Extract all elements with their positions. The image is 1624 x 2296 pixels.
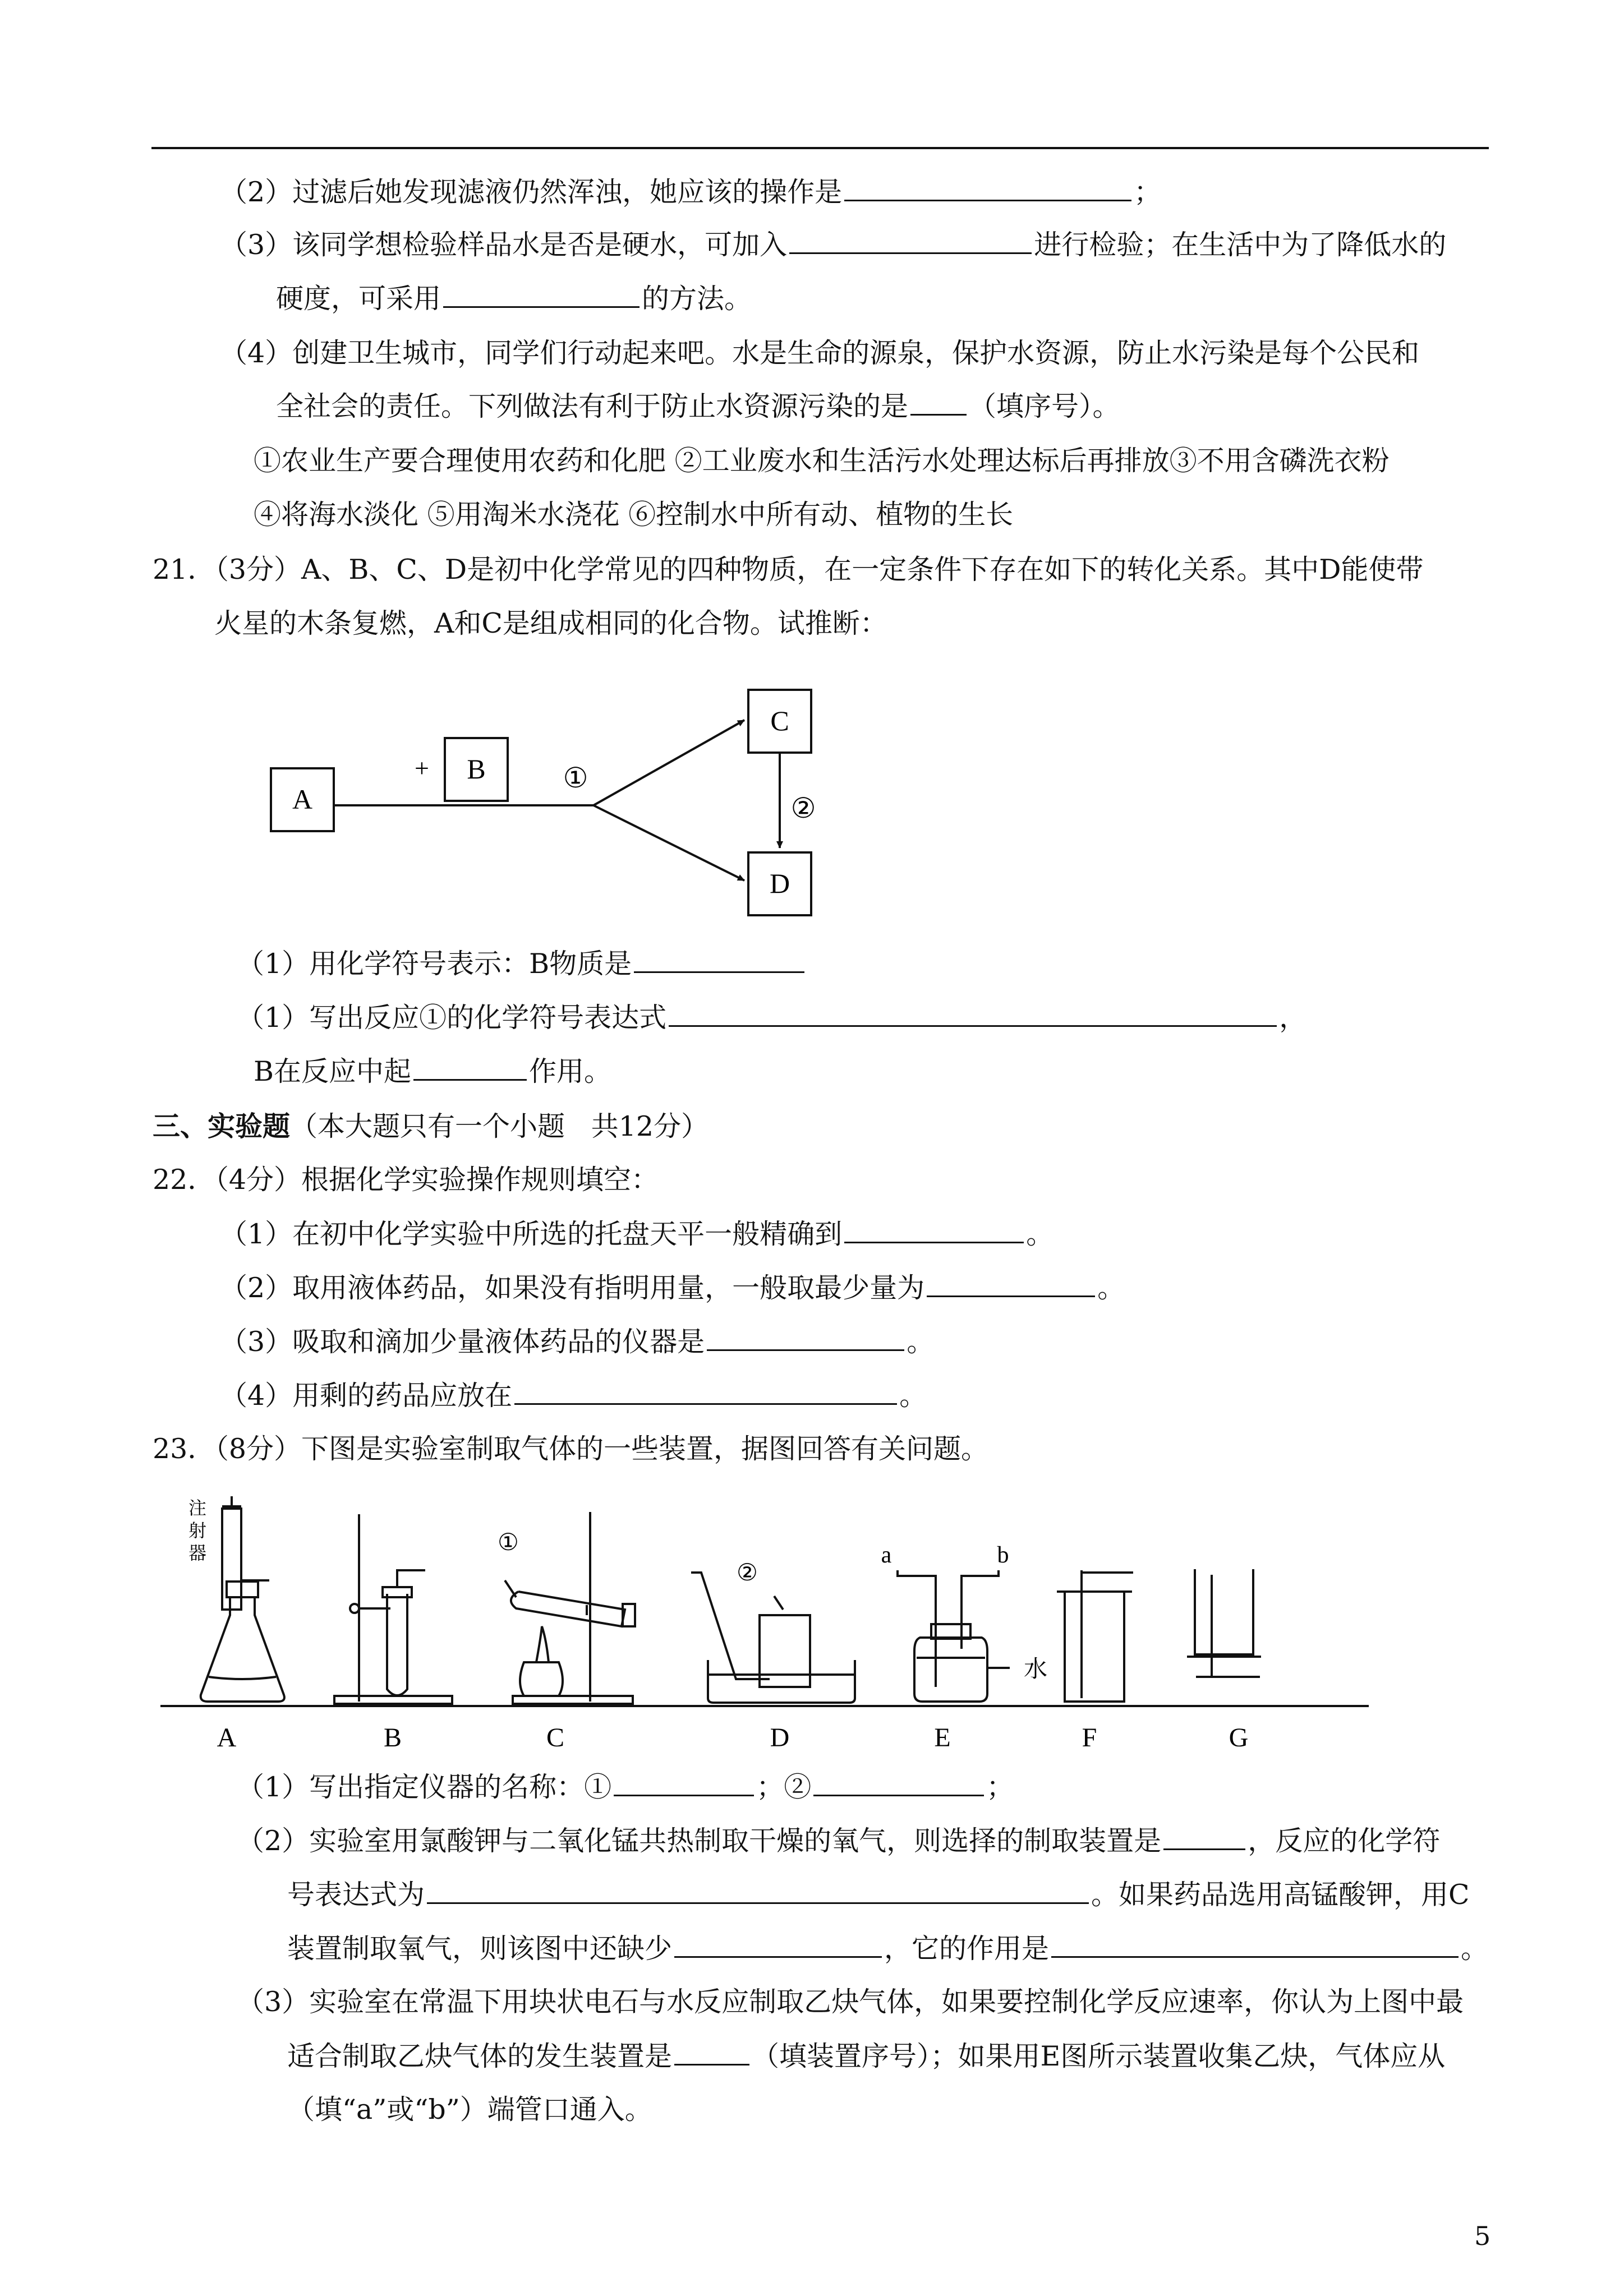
section-3-heading: 三、实验题（本大题只有一个小题 共12分） [153, 1110, 709, 1142]
answer-blank[interactable] [614, 1769, 754, 1796]
apparatus-A [201, 1496, 284, 1702]
label-A: A [292, 783, 313, 815]
q22-stem: 22．（4分）根据化学实验操作规则填空： [153, 1164, 659, 1196]
label-circle-1: ① [498, 1530, 519, 1556]
q21-stem: 21．（3分）A、B、C、D是初中化学常见的四种物质，在一定条件下存在如下的转化关系。其中D能使带 [153, 554, 1424, 585]
letter-E: E [934, 1723, 951, 1753]
q20-part2: （2）过滤后她发现滤液仍然浑浊，她应该的操作是 ； [220, 174, 1161, 210]
apparatus-F [1057, 1570, 1133, 1702]
reaction-2-label: ② [790, 792, 816, 824]
letter-D: D [770, 1723, 790, 1753]
label-circle-2: ② [737, 1560, 758, 1586]
answer-blank[interactable] [674, 2038, 749, 2066]
answer-blank[interactable] [674, 1930, 882, 1958]
q22-sub2: （2）取用液体药品，如果没有指明用量，一般取最少量为 。 [220, 1270, 1125, 1306]
label-D: D [769, 868, 790, 899]
q22-sub4: （4）用剩的药品应放在 。 [220, 1377, 927, 1414]
page-number: 5 [1474, 2221, 1491, 2251]
q21-sub1: （1）用化学符号表示：B物质是 [237, 946, 807, 982]
q23-sub2-cont1: 号表达式为 。如果药品选用高锰酸钾，用C [287, 1877, 1470, 1913]
q20-part3: （3）该同学想检验样品水是否是硬水，可加入 进行检验；在生活中为了降低水的 [220, 227, 1446, 263]
q23-sub1: （1）写出指定仪器的名称：① ；② ； [237, 1769, 1014, 1805]
q20-options-2: ④将海水淡化 ⑤用淘米水浇花 ⑥控制水中所有动、植物的生长 [254, 499, 1014, 531]
q23-sub2-cont2: 装置制取氧气，则该图中还缺少 ，它的作用是 。 [287, 1930, 1488, 1967]
q23-sub3-cont2: （填“a”或“b”）端管口通入。 [287, 2094, 652, 2126]
plus-sign: + [415, 754, 429, 782]
letter-F: F [1082, 1723, 1097, 1753]
syringe-label-2: 射 [188, 1520, 207, 1541]
q23-sub2: （2）实验室用氯酸钾与二氧化锰共热制取干燥的氧气，则选择的制取装置是 ，反应的化学符 [237, 1823, 1440, 1859]
letter-B: B [383, 1723, 402, 1753]
q20-part4: （4）创建卫生城市，同学们行动起来吧。水是生命的源泉，保护水资源，防止水污染是每个公民和 [220, 337, 1420, 369]
label-a: a [881, 1542, 892, 1568]
syringe-label-1: 注 [188, 1498, 207, 1518]
apparatus-D [691, 1573, 855, 1703]
reaction-1-label: ① [563, 762, 588, 794]
apparatus-E [898, 1570, 1010, 1702]
q21-stem-cont: 火星的木条复燃，A和C是组成相同的化合物。试推断： [214, 607, 887, 639]
label-C: C [770, 705, 789, 736]
q21-sub3: B在反应中起 作用。 [254, 1053, 611, 1090]
apparatus-G [1187, 1569, 1261, 1677]
answer-blank[interactable] [427, 1877, 1089, 1904]
q22-sub1: （1）在初中化学实验中所选的托盘天平一般精确到 。 [220, 1216, 1053, 1252]
answer-blank[interactable] [1163, 1823, 1245, 1850]
q22-sub3: （3）吸取和滴加少量液体药品的仪器是 。 [220, 1324, 934, 1360]
q20-part3-cont: 硬度，可采用 的方法。 [276, 280, 752, 317]
q20-part4-cont: 全社会的责任。下列做法有利于防止水资源污染的是 （填序号）。 [276, 388, 1120, 425]
answer-blank[interactable] [1051, 1930, 1459, 1958]
apparatus-C [505, 1512, 635, 1704]
q23-stem: 23．（8分）下图是实验室制取气体的一些装置，据图回答有关问题。 [153, 1433, 989, 1465]
syringe-label-3: 器 [188, 1543, 207, 1563]
q20-options-1: ①农业生产要合理使用农药和化肥 ②工业废水和生活污水处理达标后再排放③不用含磷洗衣粉 [254, 445, 1390, 477]
label-water: 水 [1023, 1657, 1048, 1682]
apparatus-B [334, 1514, 452, 1704]
letter-A: A [217, 1723, 237, 1753]
answer-blank[interactable] [813, 1769, 984, 1796]
q23-sub3: （3）实验室在常温下用块状电石与水反应制取乙炔气体，如果要控制化学反应速率，你认为上图中最 [237, 1986, 1464, 2018]
q23-sub3-cont1: 适合制取乙炔气体的发生装置是 （填装置序号）；如果用E图所示装置收集乙炔，气体应从 [287, 2038, 1445, 2074]
letter-G: G [1229, 1723, 1249, 1753]
label-B: B [467, 753, 486, 785]
q21-sub2: （1）写出反应①的化学符号表达式 ， [237, 999, 1306, 1036]
label-b: b [997, 1542, 1009, 1568]
letter-C: C [546, 1723, 565, 1753]
